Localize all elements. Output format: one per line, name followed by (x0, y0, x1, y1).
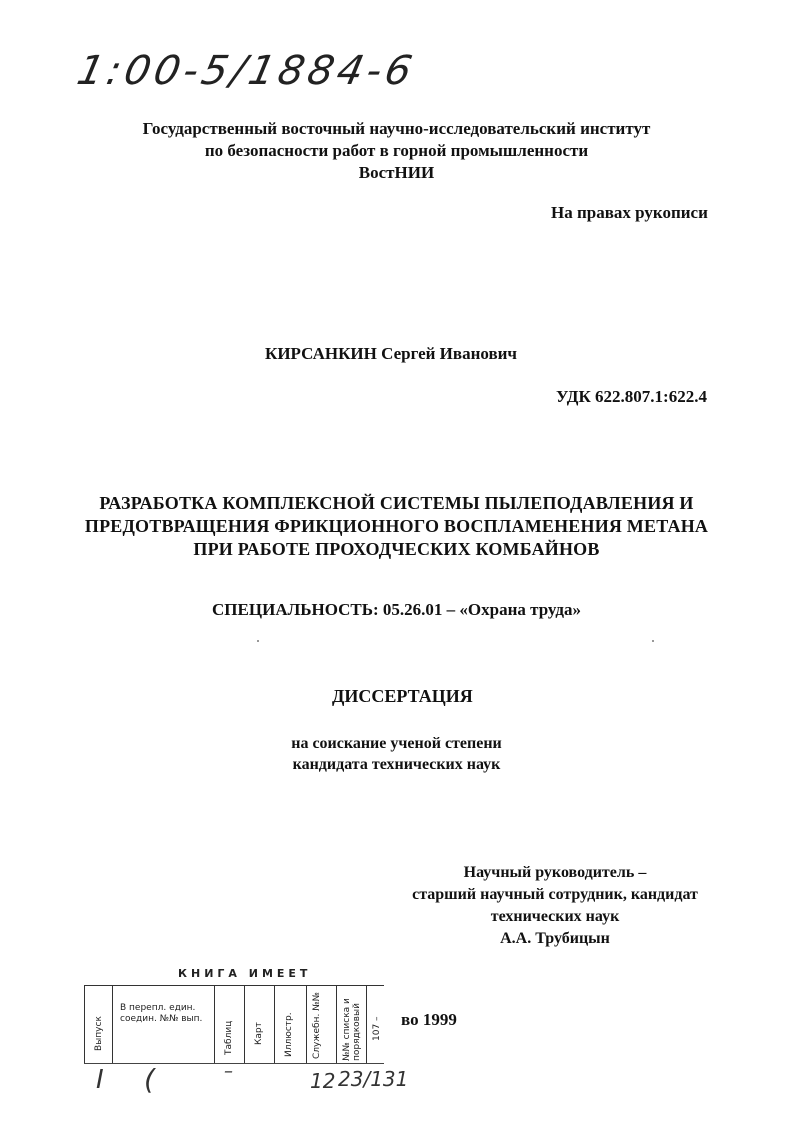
stamp-hw-tablits: – (224, 1061, 233, 1082)
supervisor-block (380, 862, 730, 950)
supervisor-title: старший научный сотрудник, кандидат (412, 886, 698, 903)
stamp-hw-vypusk: I (96, 1065, 104, 1095)
institute-header (0, 118, 793, 184)
stamp-label-perepl: В перепл. един. соедин. №№ вып. (120, 1003, 203, 1024)
library-stamp (84, 985, 409, 1105)
stamp-col-line (112, 985, 113, 1063)
scan-speck (652, 640, 654, 642)
city-year: во 1999 (401, 1010, 457, 1029)
stamp-hw-spiska: 23/131 (338, 1067, 409, 1091)
supervisor-role: Научный руководитель – (463, 864, 647, 881)
stamp-col-line (244, 985, 245, 1063)
stamp-col-line (274, 985, 275, 1063)
scan-speck (257, 640, 259, 642)
stamp-label-tablits: Таблиц (224, 1020, 234, 1055)
supervisor-title-cont: технических наук (490, 908, 620, 925)
dissertation-title (0, 492, 793, 561)
stamp-divider (84, 1063, 384, 1064)
stamp-hw-sluzhebn: 12 (310, 1069, 336, 1093)
speciality: СПЕЦИАЛЬНОСТЬ: 05.26.01 – «Охрана труда» (212, 600, 581, 619)
stamp-label-illyustr: Иллюстр. (284, 1012, 294, 1057)
author-name: КИРСАНКИН Сергей Иванович (265, 344, 518, 363)
institute-name-line2: по безопасности работ в горной промышленности (204, 141, 589, 160)
stamp-label-vypusk: Выпуск (94, 1016, 104, 1051)
stamp-header: КНИГА ИМЕЕТ (178, 967, 312, 980)
stamp-col-line (336, 985, 337, 1063)
supervisor-name: А.А. Трубицын (500, 930, 610, 947)
degree-statement (0, 733, 793, 775)
handwritten-archive-code: 1:00-5/1884-6 (73, 48, 420, 94)
stamp-col-line (366, 985, 367, 1063)
title-line2: ПРЕДОТВРАЩЕНИЯ ФРИКЦИОННОГО ВОСПЛАМЕНЕНИЯ МЕТАНА (84, 516, 709, 536)
institute-abbreviation: ВостНИИ (358, 163, 435, 182)
institute-name-line1: Государственный восточный научно-исследовательский институт (142, 119, 651, 138)
document-type: ДИССЕРТАЦИЯ (332, 686, 473, 706)
title-line1: РАЗРАБОТКА КОМПЛЕКСНОЙ СИСТЕМЫ ПЫЛЕПОДАВЛЕНИЯ И (99, 493, 694, 513)
title-line3: ПРИ РАБОТЕ ПРОХОДЧЕСКИХ КОМБАЙНОВ (193, 539, 600, 559)
stamp-label-spiska: №№ списка и порядковый (342, 998, 362, 1061)
degree-line1: на соискание ученой степени (291, 735, 502, 752)
stamp-hw-perepl: ( (144, 1063, 155, 1096)
udk-code: УДК 622.807.1:622.4 (556, 387, 707, 406)
stamp-label-sluzhebn: Служебн. №№ (312, 992, 322, 1059)
manuscript-rights: На правах рукописи (551, 203, 708, 222)
stamp-top-rule (84, 985, 384, 986)
stamp-col-line (214, 985, 215, 1063)
stamp-col-line (84, 985, 85, 1063)
stamp-label-edge: 107 – (372, 1016, 382, 1041)
degree-line2: кандидата технических наук (292, 756, 501, 773)
stamp-label-kart: Карт (254, 1022, 264, 1045)
stamp-col-line (306, 985, 307, 1063)
